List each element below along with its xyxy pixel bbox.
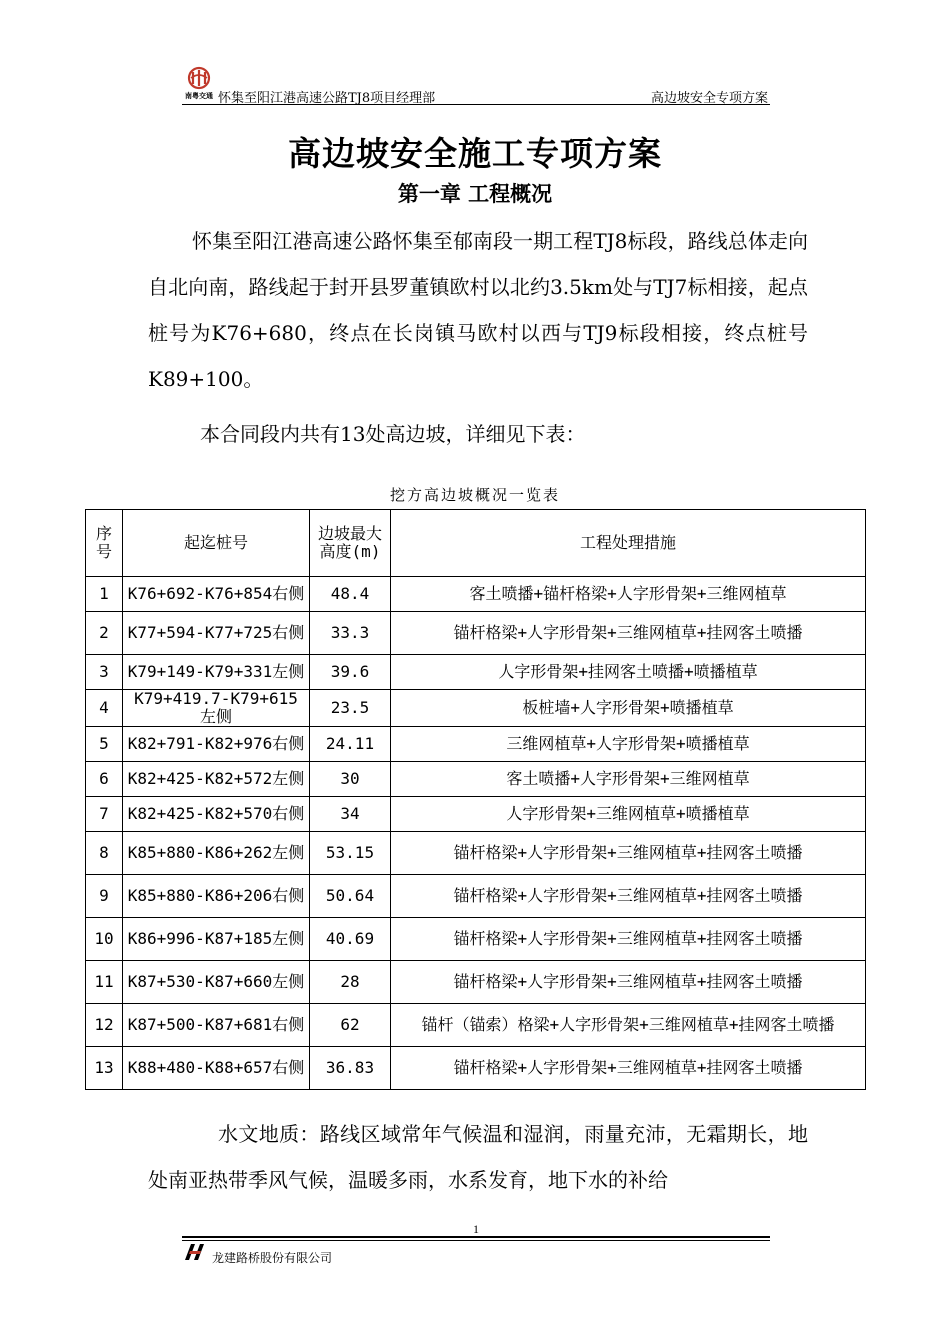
logo-text: 南粤交通 (185, 91, 213, 100)
header-height: 边坡最大高度(m) (310, 510, 391, 577)
footer-company-name: 龙建路桥股份有限公司 (212, 1251, 333, 1265)
table-row (86, 1047, 866, 1090)
longjian-logo-icon (182, 1240, 208, 1262)
cell-measures: 客土喷播+锚杆格梁+人字形骨架+三维网植草 (391, 577, 866, 612)
hydrogeology-paragraph: 水文地质：路线区域常年气候温和湿润，雨量充沛，无霜期长，地处南亚热带季风气候，温暖多雨，水系发育，地下水的补给 (148, 1122, 808, 1192)
cell-no: 6 (86, 762, 123, 797)
table-row (86, 1004, 866, 1047)
cell-height: 39.6 (310, 655, 391, 690)
document-title: 高边坡安全施工专项方案 (288, 134, 662, 173)
cell-no: 1 (86, 577, 123, 612)
cell-measures: 客土喷播+人字形骨架+三维网植草 (391, 762, 866, 797)
cell-measures: 人字形骨架+三维网植草+喷播植草 (391, 797, 866, 832)
table-row (86, 577, 866, 612)
cell-no: 4 (86, 690, 123, 727)
table-row (86, 797, 866, 832)
cell-measures: 锚杆格梁+人字形骨架+三维网植草+挂网客土喷播 (391, 918, 866, 961)
cell-stake: K79+419.7-K79+615左侧 (123, 690, 310, 727)
cell-height: 28 (310, 961, 391, 1004)
cell-height: 62 (310, 1004, 391, 1047)
footer-rule-thin (182, 1240, 770, 1241)
header-stake: 起迄桩号 (123, 510, 310, 577)
cell-height: 48.4 (310, 577, 391, 612)
page-header (182, 66, 770, 105)
header-no: 序号 (86, 510, 123, 577)
cell-stake: K85+880-K86+206右侧 (123, 875, 310, 918)
cell-measures: 三维网植草+人字形骨架+喷播植草 (391, 727, 866, 762)
cell-no: 5 (86, 727, 123, 762)
header-document-name: 高边坡安全专项方案 (650, 91, 768, 106)
cell-no: 13 (86, 1047, 123, 1090)
table-row (86, 875, 866, 918)
intro-paragraph: 怀集至阳江港高速公路怀集至郁南段一期工程TJ8标段，路线总体走向自北向南，路线起于封开县罗董镇欧村以北约3.5km处与TJ7标相接，起点桩号为K76+680，终点在长岗镇马欧村以西与TJ9标段相接，终点桩号K89+100。 (148, 229, 808, 391)
cell-measures: 板桩墙+人字形骨架+喷播植草 (391, 690, 866, 727)
cell-no: 11 (86, 961, 123, 1004)
cell-height: 24.11 (310, 727, 391, 762)
cell-measures: 锚杆格梁+人字形骨架+三维网植草+挂网客土喷播 (391, 612, 866, 655)
table-row (86, 655, 866, 690)
cell-height: 33.3 (310, 612, 391, 655)
cell-height: 53.15 (310, 832, 391, 875)
cell-stake: K77+594-K77+725右侧 (123, 612, 310, 655)
table-row (86, 727, 866, 762)
table-row (86, 690, 866, 727)
cell-no: 8 (86, 832, 123, 875)
table-caption: 挖方高边坡概况一览表 (389, 486, 560, 504)
cell-measures: 锚杆格梁+人字形骨架+三维网植草+挂网客土喷播 (391, 961, 866, 1004)
page-number: 1 (473, 1222, 479, 1236)
cell-no: 10 (86, 918, 123, 961)
cell-stake: K79+149-K79+331左侧 (123, 655, 310, 690)
table-body (86, 577, 866, 1090)
cell-no: 9 (86, 875, 123, 918)
chapter-title: 第一章 工程概况 (397, 181, 553, 206)
table-row (86, 612, 866, 655)
cell-height: 50.64 (310, 875, 391, 918)
cell-height: 34 (310, 797, 391, 832)
cell-stake: K76+692-K76+854右侧 (123, 577, 310, 612)
cell-no: 3 (86, 655, 123, 690)
header-project-name: 怀集至阳江港高速公路TJ8项目经理部 (218, 91, 436, 106)
summary-paragraph: 本合同段内共有13处高边坡，详细见下表： (200, 422, 586, 446)
cell-height: 23.5 (310, 690, 391, 727)
cell-stake: K86+996-K87+185左侧 (123, 918, 310, 961)
cell-stake: K85+880-K86+262左侧 (123, 832, 310, 875)
cell-no: 2 (86, 612, 123, 655)
cell-measures: 锚杆格梁+人字形骨架+三维网植草+挂网客土喷播 (391, 832, 866, 875)
nanyue-transport-logo (182, 66, 216, 102)
cell-no: 12 (86, 1004, 123, 1047)
cell-height: 30 (310, 762, 391, 797)
high-slope-table (85, 509, 866, 1090)
cell-measures: 锚杆格梁+人字形骨架+三维网植草+挂网客土喷播 (391, 875, 866, 918)
footer-rule (182, 1236, 770, 1238)
cell-stake: K82+425-K82+572左侧 (123, 762, 310, 797)
table-header-row (86, 510, 866, 577)
cell-stake: K87+500-K87+681右侧 (123, 1004, 310, 1047)
table-row (86, 961, 866, 1004)
cell-height: 36.83 (310, 1047, 391, 1090)
cell-stake: K82+791-K82+976右侧 (123, 727, 310, 762)
table-row (86, 762, 866, 797)
cell-measures: 锚杆（锚索）格梁+人字形骨架+三维网植草+挂网客土喷播 (391, 1004, 866, 1047)
cell-no: 7 (86, 797, 123, 832)
cell-stake: K82+425-K82+570右侧 (123, 797, 310, 832)
header-measures: 工程处理措施 (391, 510, 866, 577)
cell-measures: 人字形骨架+挂网客土喷播+喷播植草 (391, 655, 866, 690)
table-row (86, 832, 866, 875)
cell-height: 40.69 (310, 918, 391, 961)
cell-stake: K87+530-K87+660左侧 (123, 961, 310, 1004)
cell-measures: 锚杆格梁+人字形骨架+三维网植草+挂网客土喷播 (391, 1047, 866, 1090)
cell-stake: K88+480-K88+657右侧 (123, 1047, 310, 1090)
table-row (86, 918, 866, 961)
